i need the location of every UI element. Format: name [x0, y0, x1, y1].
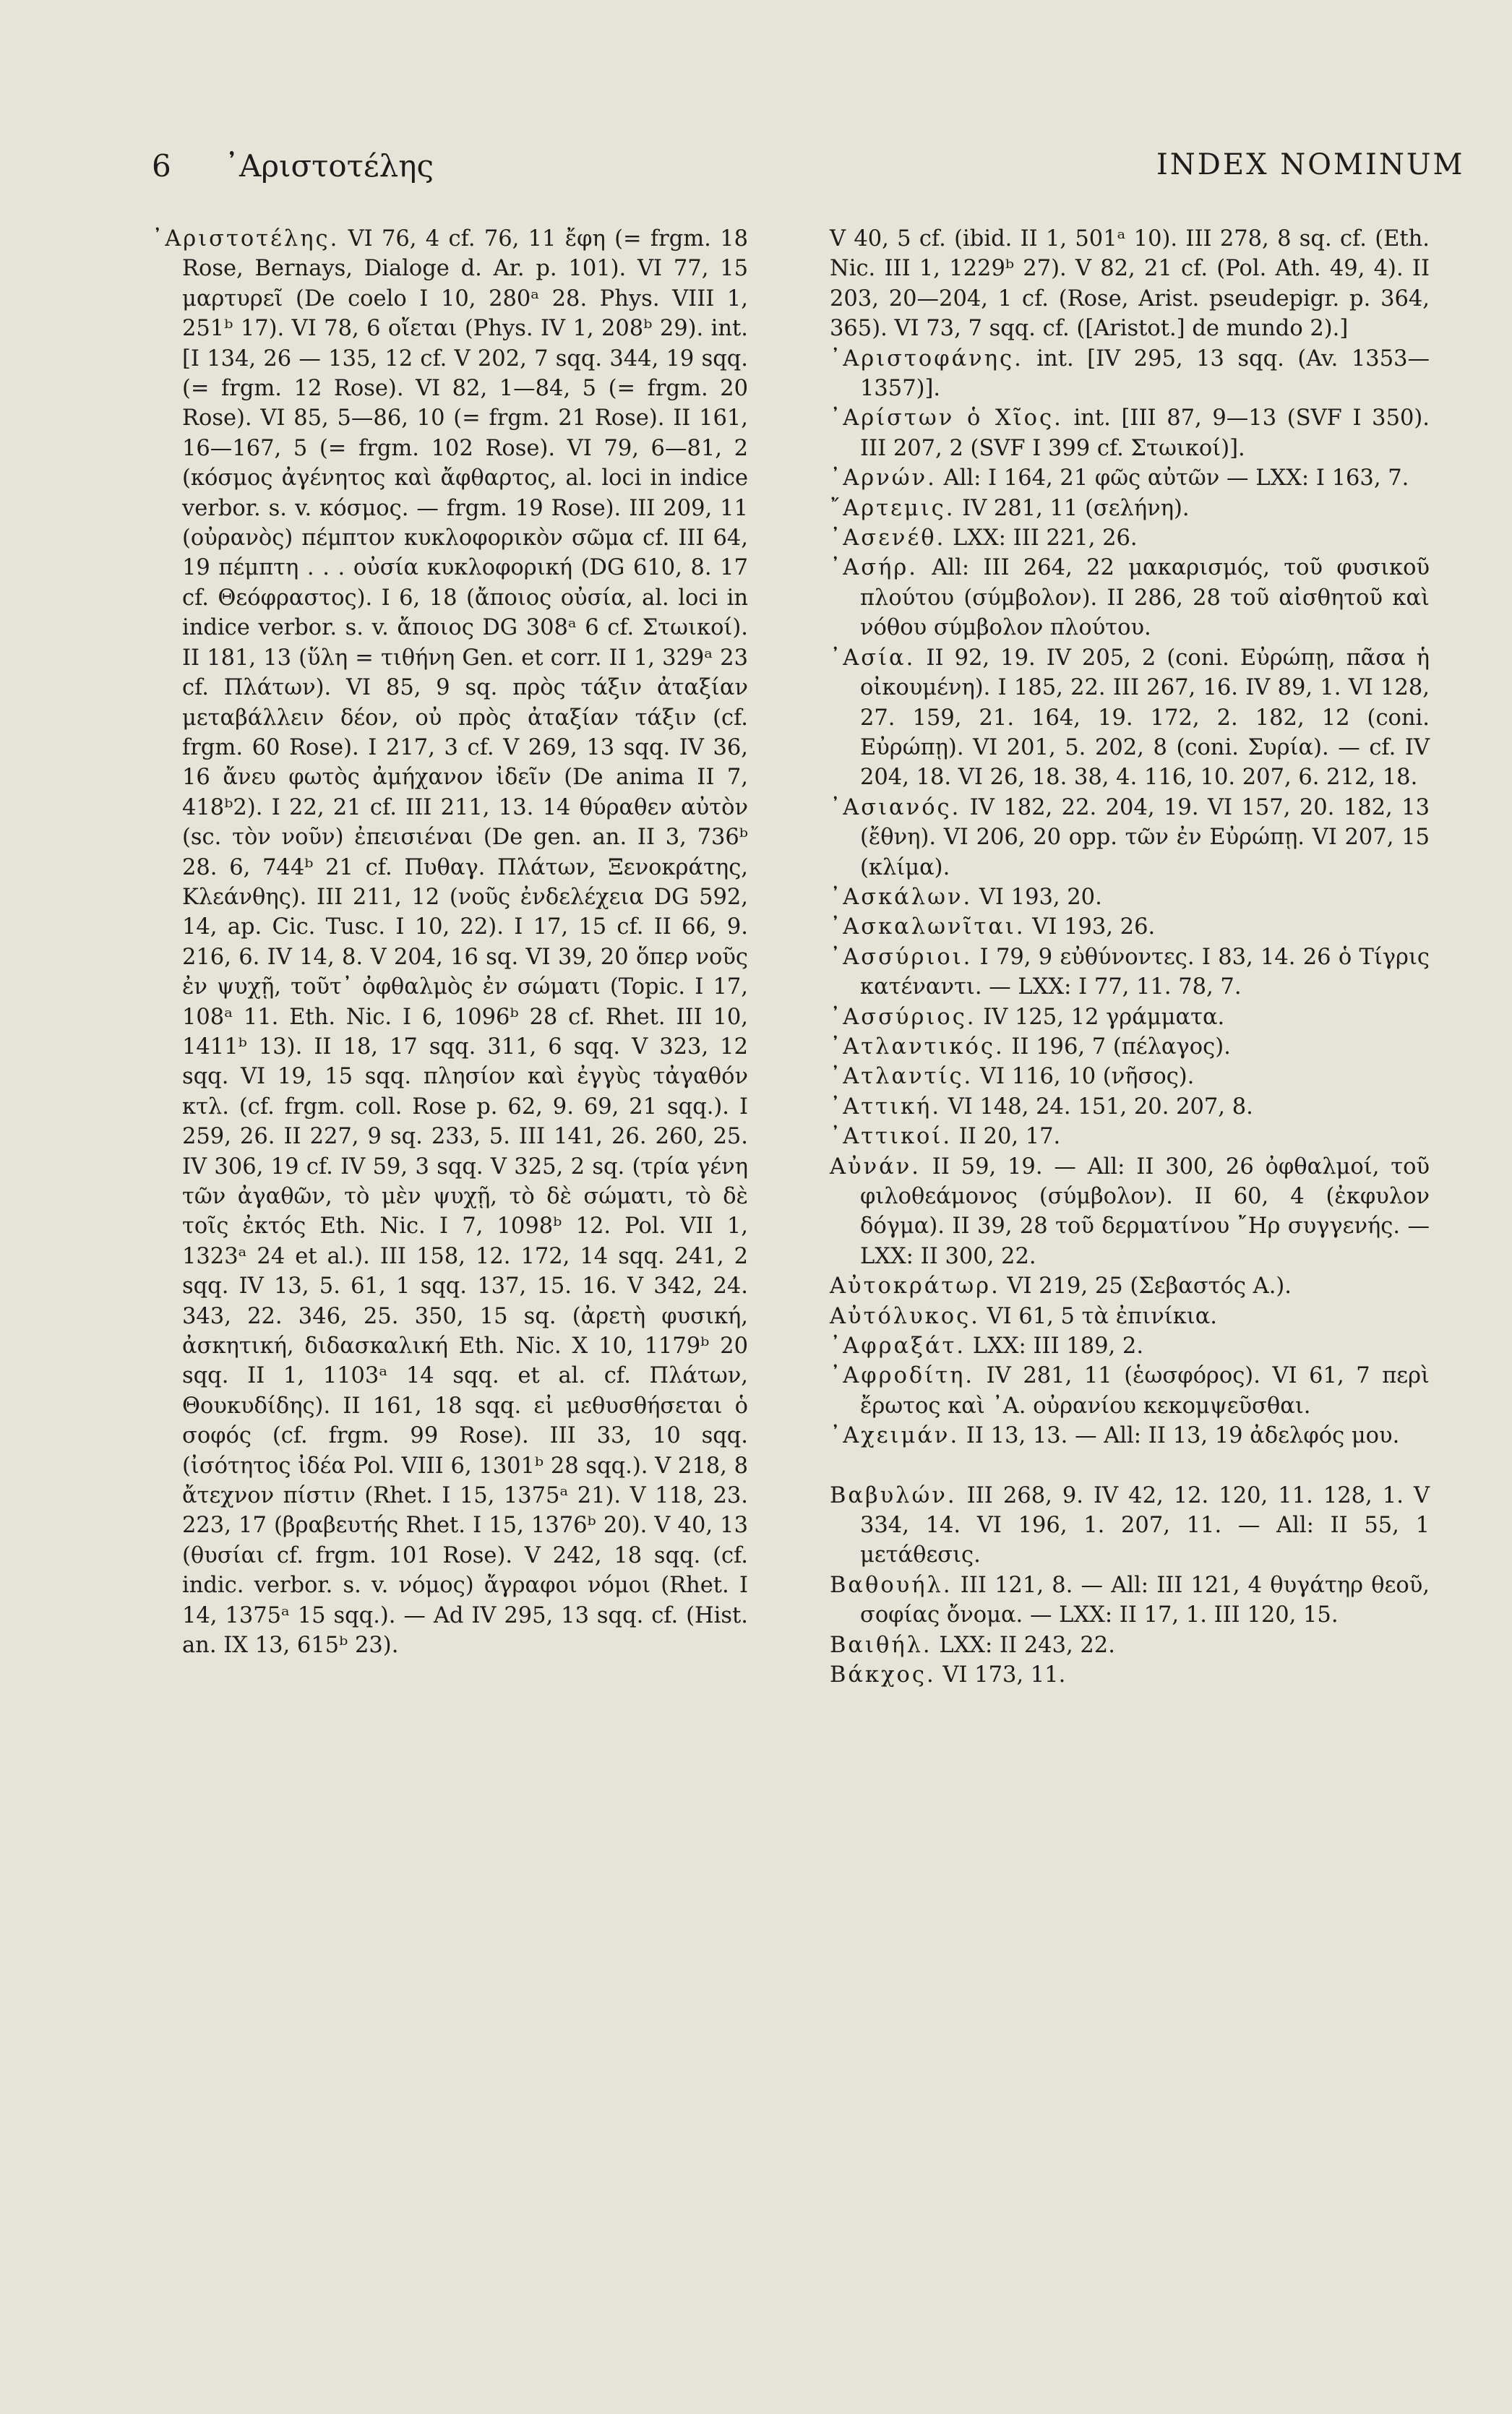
- entry-references: All: I 164, 21 φῶς αὐτῶν — LXX: I 163, 7.: [936, 465, 1409, 491]
- index-entry: [830, 523, 1430, 553]
- entry-headword: Βαβυλών.: [830, 1482, 957, 1508]
- entry-headword: ᾿Ασσύριος.: [830, 1004, 976, 1030]
- entry-headword: Αὐνάν.: [830, 1154, 921, 1180]
- index-entry: [830, 1571, 1430, 1631]
- entry-headword: ᾿Ασήρ.: [830, 555, 918, 581]
- entry-headword: ᾿Αττική.: [830, 1094, 942, 1120]
- index-entry: [830, 1152, 1430, 1272]
- entry-headword: ᾿Ασία.: [830, 645, 916, 671]
- index-entry: [830, 1002, 1430, 1032]
- index-entry: [152, 224, 748, 1661]
- entry-headword: Βαθουήλ.: [830, 1572, 953, 1598]
- entry-references: I 79, 9 εὐθύνοντες. I 83, 14. 26 ὁ Τίγρις κατέναντι. — LXX: I 77, 11. 78, 7.: [860, 944, 1430, 1000]
- index-entry: [830, 1032, 1430, 1062]
- entry-headword: ᾿Αριστοφάνης.: [830, 345, 1023, 371]
- entry-references: IV 125, 12 γράμματα.: [976, 1004, 1225, 1030]
- left-column: [152, 224, 748, 1661]
- entry-references: VI 219, 25 (Σεβαστός Α.).: [1000, 1273, 1292, 1300]
- running-title: ᾿Αριστοτέλης: [224, 148, 434, 184]
- entry-references: VI 61, 5 τὰ ἐπινίκια.: [979, 1303, 1218, 1329]
- entry-headword: ᾿Ατλαντίς.: [830, 1064, 974, 1090]
- right-column: [830, 224, 1430, 1691]
- entry-headword: ᾿Ασενέθ.: [830, 525, 946, 551]
- entry-headword: ᾿Ασκαλωνῖται.: [830, 914, 1026, 940]
- entry-headword: ᾿Ασσύριοι.: [830, 944, 973, 970]
- entry-headword: Αὐτοκράτωρ.: [830, 1273, 1000, 1300]
- entry-references: int. [III 87, 9—13 (SVF I 350). III 207, 2 (SVF I 399 cf. Στωικοί)].: [860, 405, 1430, 461]
- entry-headword: ᾿Ατλαντικός.: [830, 1034, 1005, 1060]
- index-entry: [830, 1660, 1430, 1690]
- entry-references: III 121, 8. — All: III 121, 4 θυγάτηρ θεοῦ, σοφίας ὄνομα. — LXX: II 17, 1. III 120, 15.: [860, 1572, 1430, 1628]
- index-entry: [830, 1421, 1430, 1451]
- entry-references: VI 148, 24. 151, 20. 207, 8.: [941, 1094, 1253, 1120]
- entry-references: IV 281, 11 (ἑωσφόρος). VI 61, 7 περὶ ἔρωτος καὶ ᾿Α. οὐρανίου κεκομψεῦσθαι.: [860, 1363, 1430, 1419]
- index-entry: [830, 403, 1430, 463]
- entry-references: III 268, 9. IV 42, 12. 120, 11. 128, 1. V 334, 14. VI 196, 1. 207, 11. — All: II 55, 1 μετάθεσις.: [860, 1482, 1430, 1568]
- index-entry: [830, 494, 1430, 523]
- entry-headword: ᾿Αρίστων ὁ Χῖος.: [830, 405, 1063, 431]
- entry-headword: ᾿Αχειμάν.: [830, 1423, 960, 1449]
- entry-references: II 196, 7 (πέλαγος).: [1004, 1034, 1231, 1060]
- entry-references: VI 116, 10 (νῆσος).: [973, 1064, 1195, 1090]
- index-entry: [830, 553, 1430, 643]
- entry-references: LXX: III 221, 26.: [945, 525, 1138, 551]
- entry-references: IV 182, 22. 204, 19. VI 157, 20. 182, 13 (ἔθνη). VI 206, 20 opp. τῶν ἐν Εὐρώπῃ. VI 207, 15 (κλίμα).: [860, 794, 1430, 880]
- entry-references: All: III 264, 22 μακαρισμός, τοῦ φυσικοῦ πλούτου (σύμβολον). II 286, 28 τοῦ αἰσθητοῦ καὶ νόθου σύμβολον πλούτου.: [860, 555, 1430, 641]
- section-title: INDEX NOMINUM: [1156, 148, 1465, 181]
- index-entry: [830, 912, 1430, 942]
- entry-references: IV 281, 11 (σελήνη).: [955, 495, 1190, 521]
- entry-references: VI 193, 20.: [972, 884, 1102, 910]
- entry-references: V 40, 5 cf. (ibid. II 1, 501ᵃ 10). III 278, 8 sq. cf. (Eth. Nic. III 1, 1229ᵇ 27). V 82, 21 cf. (Pol. Ath. 49, 4). II 203, 20—204, 1 cf. (Rose, Arist. pseudepigr. p. 364, 365). VI 73, 7 sqq. cf. ([Aristot.] de mundo 2).]: [830, 226, 1430, 342]
- entry-headword: Βαιθήλ.: [830, 1632, 932, 1658]
- entry-references: VI 173, 11.: [935, 1662, 1066, 1688]
- entry-references: LXX: III 189, 2.: [966, 1333, 1144, 1360]
- entry-headword: ῎Αρτεμις.: [830, 495, 955, 521]
- index-entry: [830, 1271, 1430, 1301]
- entry-references: II 59, 19. — All: II 300, 26 ὀφθαλμοί, τοῦ φιλοθεάμονος (σύμβολον). II 60, 4 (ἐκφυλον δόγμα). II 39, 28 τοῦ δερματίνου ῎Ηρ συγγενής. — LXX: II 300, 22.: [860, 1154, 1430, 1269]
- index-entry: [830, 1361, 1430, 1421]
- index-entry: [830, 1331, 1430, 1361]
- entry-headword: ᾿Αφροδίτη.: [830, 1363, 975, 1389]
- index-entry: [830, 1302, 1430, 1331]
- entry-headword: ᾿Ασιανός.: [830, 794, 961, 820]
- index-entry: [830, 463, 1430, 493]
- entry-references: II 20, 17.: [952, 1124, 1061, 1150]
- entry-references: II 92, 19. IV 205, 2 (coni. Εὐρώπῃ, πᾶσα ἡ οἰκουμένη). I 185, 22. III 267, 16. IV 89, 1. VI 128, 27. 159, 21. 164, 19. 172, 2. 182, 12 (coni. Εὐρώπῃ). VI 201, 5. 202, 8 (coni. Συρία). — cf. IV 204, 18. VI 26, 18. 38, 4. 116, 10. 207, 6. 212, 18.: [860, 645, 1430, 791]
- entry-headword: ᾿Αφραξάτ.: [830, 1333, 966, 1360]
- entry-references: VI 76, 4 cf. 76, 11 ἔφη (= frgm. 18 Rose, Bernays, Dialoge d. Ar. p. 101). VI 77, 15 μαρτυρεῖ (De coelo I 10, 280ᵃ 28. Phys. VIII 1, 251ᵇ 17). VI 78, 6 οἴεται (Phys. IV 1, 208ᵇ 29). int. [I 134, 26 — 135, 12 cf. V 202, 7 sqq. 344, 19 sqq. (= frgm. 12 Rose). VI 82, 1—84, 5 (= frgm. 20 Rose). VI 85, 5—86, 10 (= frgm. 21 Rose). II 161, 16—167, 5 (= frgm. 102 Rose). VI 79, 6—81, 2 (κόσμος ἀγένητος καὶ ἄφθαρτος, al. loci in indice verbor. s. v. κόσμος. — frgm. 19 Rose). III 209, 11 (οὐρανὸς) πέμπτον κυκλοφορικὸν σῶμα cf. III 64, 19 πέμπτη . . . οὐσία κυκλοφορική (DG 610, 8. 17 cf. Θεόφραστος). I 6, 18 (ἄποιος οὐσία, al. loci in indice verbor. s. v. ἄποιος DG 308ᵃ 6 cf. Στωικοί). II 181, 13 (ὕλη = τιθήνη Gen. et corr. II 1, 329ᵃ 23 cf. Πλάτων). VI 85, 9 sq. πρὸς τάξιν ἀταξίαν μεταβάλλειν δέον, οὐ πρὸς ἀταξίαν τάξιν (cf. frgm. 60 Rose). I 217, 3 cf. V 269, 13 sqq. IV 36, 16 ἄνευ φωτὸς ἀμήχανον ἰδεῖν (De anima II 7, 418ᵇ2). I 22, 21 cf. III 211, 13. 14 θύραθεν αὐτὸν (sc. τὸν νοῦν) ἐπεισιέναι (De gen. an. II 3, 736ᵇ 28. 6, 744ᵇ 21 cf. Πυθαγ. Πλάτων, Ξενοκράτης, Κλεάνθης). III 211, 12 (νοῦς ἐνδελέχεια DG 592, 14, ap. Cic. Tusc. I 10, 22). I 17, 15 cf. II 66, 9. 216, 6. IV 14, 8. V 204, 16 sq. VI 39, 20 ὅπερ νοῦς ἐν ψυχῇ, τοῦτ᾿ ὀφθαλμὸς ἐν σώματι (Topic. I 17, 108ᵃ 11. Eth. Nic. I 6, 1096ᵇ 28 cf. Rhet. III 10, 1411ᵇ 13). II 18, 17 sqq. 311, 6 sqq. V 323, 12 sqq. VI 19, 15 sqq. πλησίον καὶ ἐγγὺς τἀγαθόν κτλ. (cf. frgm. coll. Rose p. 62, 9. 69, 21 sqq.). I 259, 26. II 227, 9 sq. 233, 5. III 141, 26. 260, 25. IV 306, 19 cf. IV 59, 3 sqq. V 325, 2 sq. (τρία γένη τῶν ἀγαθῶν, τὸ μὲν ψυχῇ, τὸ δὲ σώματι, τὸ δὲ τοῖς ἐκτός Eth. Nic. I 7, 1098ᵇ 12. Pol. VII 1, 1323ᵃ 24 et al.). III 158, 12. 172, 14 sqq. 241, 2 sqq. IV 13, 5. 61, 1 sqq. 137, 15. 16. V 342, 24. 343, 22. 346, 25. 350, 15 sq. (ἀρετὴ φυσική, ἀσκητική, διδασκαλική Eth. Nic. X 10, 1179ᵇ 20 sqq. II 1, 1103ᵃ 14 sqq. et al. cf. Πλάτων, Θουκυδίδης). II 161, 18 sqq. εἰ μεθυσθήσεται ὁ σοφός (cf. frgm. 99 Rose). III 33, 10 sqq. (ἰσότητος ἰδέα Pol. VIII 6, 1301ᵇ 28 sqq.). V 218, 8 ἄτεχνον πίστιν (Rhet. I 15, 1375ᵃ 21). V 118, 23. 223, 17 (βραβευτής Rhet. I 15, 1376ᵇ 20). V 40, 13 (θυσίαι cf. frgm. 101 Rose). V 242, 18 sqq. (cf. indic. verbor. s. v. νόμος) ἄγραφοι νόμοι (Rhet. I 14, 1375ᵃ 15 sqq.). — Ad IV 295, 13 sqq. cf. (Hist. an. IX 13, 615ᵇ 23).: [182, 226, 748, 1659]
- entry-headword: Βάκχος.: [830, 1662, 936, 1688]
- index-entry: [830, 344, 1430, 404]
- index-entry: [830, 1122, 1430, 1151]
- index-entry: [830, 793, 1430, 882]
- entry-headword: ᾿Αρνών.: [830, 465, 937, 491]
- index-entry: [830, 1631, 1430, 1660]
- entry-references: VI 193, 26.: [1025, 914, 1156, 940]
- entry-headword: Αὐτόλυκος.: [830, 1303, 980, 1329]
- page-number: 6: [152, 148, 171, 184]
- entry-headword: ᾿Ασκάλων.: [830, 884, 973, 910]
- index-entry: [830, 1062, 1430, 1091]
- index-entry: [830, 643, 1430, 793]
- entry-headword: ᾿Αττικοί.: [830, 1124, 953, 1150]
- index-entry: [830, 1481, 1430, 1571]
- entry-references: II 13, 13. — All: II 13, 19 ἀδελφός μου.: [959, 1423, 1400, 1449]
- entry-references: LXX: II 243, 22.: [932, 1632, 1115, 1658]
- index-entry: [830, 224, 1430, 344]
- index-entry: [830, 882, 1430, 912]
- index-entry: [830, 1092, 1430, 1122]
- index-entry: [830, 942, 1430, 1002]
- running-head: [0, 148, 1512, 199]
- entry-headword: ᾿Αριστοτέλης.: [152, 226, 340, 252]
- entry-references: int. [IV 295, 13 sqq. (Av. 1353—1357)].: [860, 345, 1430, 402]
